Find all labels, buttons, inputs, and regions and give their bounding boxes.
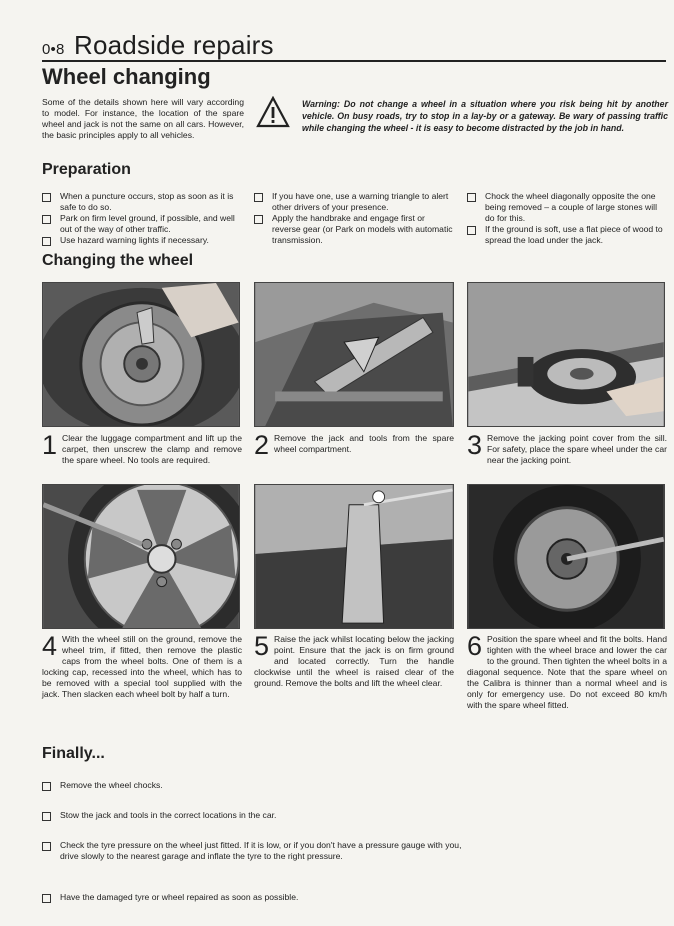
finally-item: Remove the wheel chocks. <box>42 780 462 791</box>
step-text: Clear the luggage compartment and lift up the carpet, then unscrew the clamp and remove the spare wheel. No tools are required. <box>62 433 242 465</box>
step-5 <box>254 631 454 689</box>
finally-item: Stow the jack and tools in the correct locations in the car. <box>42 810 462 821</box>
checklist-item: Chock the wheel diagonally opposite the one being removed – a couple of large stones will do for this. <box>467 191 667 224</box>
step-3 <box>467 430 667 466</box>
checklist-item: If the ground is soft, use a flat piece of wood to spread the load under the jack. <box>467 224 667 246</box>
step-number: 6 <box>467 631 483 661</box>
photo-step-4 <box>42 484 240 629</box>
photo-step-2 <box>254 282 454 427</box>
step-2 <box>254 430 454 460</box>
checklist-item: If you have one, use a warning triangle to alert other drivers of your presence. <box>254 191 454 213</box>
checklist-item: Apply the handbrake and engage first or reverse gear (or Park on models with automatic transmission. <box>254 213 454 246</box>
finally-item: Have the damaged tyre or wheel repaired as soon as possible. <box>42 892 462 903</box>
step-number: 5 <box>254 631 270 661</box>
photo-step-6 <box>467 484 665 629</box>
step-text: Position the spare wheel and fit the bolts. Hand tighten with the wheel brace and lower the car to the ground. Then tighten the wheel bolts in a diagonal sequence. Note that the spare wheel on the Calibra is thinner than a normal wheel and is only for emergency use. Do not exceed 80 km/h with the spare wheel fitted. <box>467 634 667 710</box>
intro-paragraph: Some of the details shown here will vary according to model. For instance, the location of the spare wheel and jack is not the same on all cars. However, the basic principles apply to all vehicles. <box>42 97 244 140</box>
page-number: 0•8 <box>42 41 65 58</box>
header-rule <box>42 60 666 62</box>
finally-heading: Finally... <box>42 745 105 762</box>
step-number: 1 <box>42 430 58 460</box>
step-text: Raise the jack whilst locating below the jacking point. Ensure that the jack is on firm ground and located correctly. Turn the handle clockwise until the wheel is raised clear of the ground. Remove the bolts and lift the wheel clear. <box>254 634 454 688</box>
section-title: Roadside repairs <box>73 30 274 60</box>
checklist-item: Park on firm level ground, if possible, and well out of the way of other traffic. <box>42 213 242 235</box>
step-number: 2 <box>254 430 270 460</box>
checklist-item: Use hazard warning lights if necessary. <box>42 235 242 246</box>
preparation-col-1 <box>42 191 242 246</box>
photo-step-1 <box>42 282 240 427</box>
step-number: 3 <box>467 430 483 460</box>
checklist-item: When a puncture occurs, stop as soon as it is safe to do so. <box>42 191 242 213</box>
step-text: Remove the jack and tools from the spare wheel compartment. <box>274 433 454 454</box>
step-1 <box>42 430 242 466</box>
preparation-col-3 <box>467 191 667 246</box>
photo-step-5 <box>254 484 454 629</box>
changing-heading: Changing the wheel <box>42 252 194 269</box>
step-6 <box>467 631 667 711</box>
preparation-col-2 <box>254 191 454 246</box>
finally-item: Check the tyre pressure on the wheel just fitted. If it is low, or if you don't have a pressure gauge with you, drive slowly to the nearest garage and inflate the tyre to the right pressure. <box>42 840 462 862</box>
step-text: With the wheel still on the ground, remove the wheel trim, if fitted, then remove the plastic caps from the wheel bolts. One of them is a locking cap, recessed into the wheel, which has to be removed with a special tool supplied with the jack. Then slacken each wheel bolt by half a turn. <box>42 634 242 699</box>
preparation-heading: Preparation <box>42 161 131 178</box>
warning-triangle-icon <box>256 96 290 128</box>
step-4 <box>42 631 242 700</box>
page-header <box>42 30 274 61</box>
step-text: Remove the jacking point cover from the sill. For safety, place the spare wheel under the car near the jacking point. <box>487 433 667 465</box>
step-number: 4 <box>42 631 58 661</box>
warning-text: Warning: Do not change a wheel in a situation where you risk being hit by another vehicle. On busy roads, try to stop in a lay-by or a gateway. Be wary of passing traffic while changing the wheel - it is easy to become distracted by the job in hand. <box>302 99 668 133</box>
photo-step-3 <box>467 282 665 427</box>
page-title: Wheel changing <box>42 64 211 89</box>
